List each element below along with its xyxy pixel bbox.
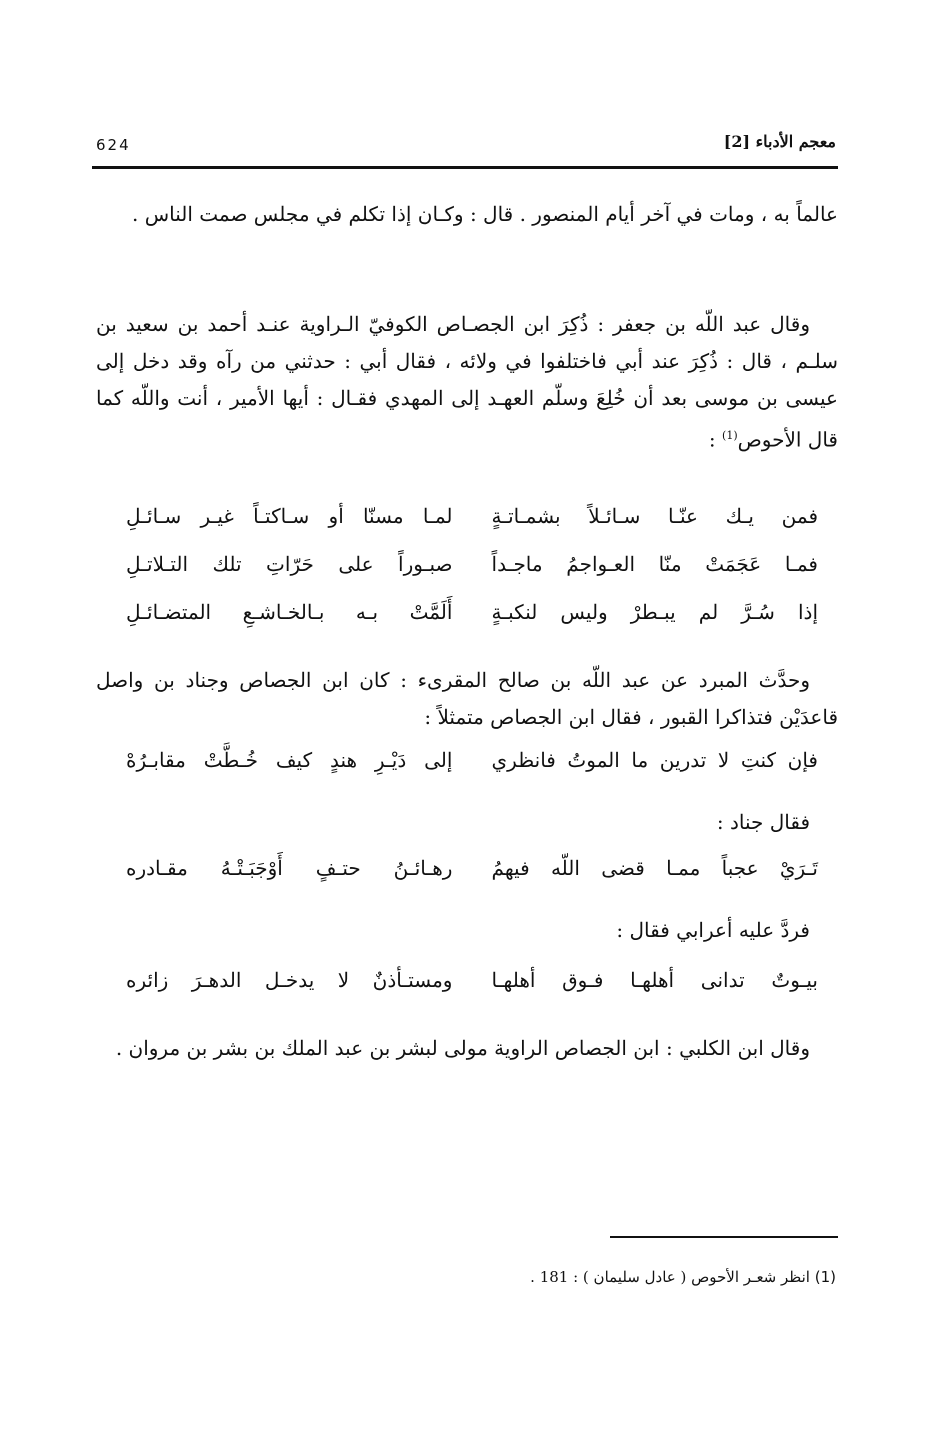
verse-second-hemistich: صبـوراً على حَرّاتِ تلك التـلاتـلِ	[126, 552, 453, 576]
verse-first-hemistich: تَـرَيْ عجباً ممـا قضى اللّه فيهمُ	[491, 856, 818, 880]
paragraph-text: فقال جناد :	[716, 810, 810, 834]
paragraph-text: وقال ابن الكلبي : ابن الجصاص الراوية مولى لبشر بن عبد الملك بن بشر بن مروان .	[115, 1036, 810, 1060]
poem-ahwas	[96, 492, 838, 636]
verse-line	[96, 540, 838, 588]
paragraph-3	[96, 662, 838, 736]
verse-jannad	[96, 844, 838, 892]
verse-second-hemistich: ومستـأذنٌ لا يدخـل الدهـرَ زائره	[126, 968, 453, 992]
paragraph-text: وحدَّث المبرد عن عبد اللّه بن صالح المقرىء : كان ابن الجصاص وجناد بن واصل قاعدَيْن فتذاكرا القبور ، فقال ابن الجصاص متمثلاً :	[96, 668, 838, 729]
verse-second-hemistich: إلى دَيْـرِ هندٍ كيف خُـطَّتْ مقابـرُهْ	[126, 748, 453, 772]
paragraph-1	[96, 196, 838, 233]
page-number: 624	[96, 136, 131, 154]
verse-line	[96, 844, 838, 892]
verse-second-hemistich: لمـا مسنّا أو سـاكتـاً غيـر سـائـلِ	[126, 504, 453, 528]
verse-first-hemistich: فمـا عَجَمَتْ منّا العـواجمُ ماجـداً	[491, 552, 818, 576]
verse-first-hemistich: بيـوتٌ تدانى أهلهـا فـوق أهلهـا	[491, 968, 818, 992]
verse-first-hemistich: فمن يـك عنّـا سـائـلاً بشمـاتـةٍ	[491, 504, 818, 528]
footnote-marker: (1)	[722, 429, 738, 442]
footnote-rule	[610, 1236, 838, 1238]
paragraph-5	[96, 912, 838, 949]
verse-first-hemistich: إذا سُـرَّ لم يبـطرْ وليس لنكبـةٍ	[491, 600, 818, 624]
verse-line	[96, 588, 838, 636]
paragraph-tail: :	[708, 427, 723, 452]
verse-line	[96, 492, 838, 540]
verse-second-hemistich: أَلَمَّتْ بـه بـالخـاشـعِ المتضـائـلِ	[126, 600, 453, 624]
verse-jassas	[96, 736, 838, 784]
header-rule	[92, 166, 838, 169]
paragraph-text: وقال عبد اللّه بن جعفر : ذُكِرَ ابن الجصـاص الكوفيّ الـراوية عنـد أحمد بن سعيد بن سلـم ، قال : ذُكِرَ عند أبي فاختلفوا في ولائه ، فقال أبي : حدثني من رآه وقد دخل إلى عيسى بن موسى بعد أن خُلِعَ وسلّم العهـد إلى المهدي فقـال : أيها الأمير ، أنت واللّه كما قال الأحوص	[96, 312, 838, 452]
verse-first-hemistich: فإن كنتِ لا تدرين ما الموتُ فانظري	[491, 748, 818, 772]
running-title: معجم الأدباء [2]	[723, 132, 836, 151]
verse-line	[96, 736, 838, 784]
verse-second-hemistich: رهـائـنُ حتـفٍ أَوْجَبَـتْـهُ مقـادره	[126, 856, 453, 880]
paragraph-2	[96, 306, 838, 459]
footnote	[530, 1268, 836, 1286]
paragraph-6	[96, 1030, 838, 1067]
paragraph-text: فردَّ عليه أعرابي فقال :	[616, 918, 810, 942]
paragraph-text: عالماً به ، ومات في آخر أيام المنصور . قال : وكـان إذا تكلم في مجلس صمت الناس .	[132, 202, 838, 226]
paragraph-4	[96, 804, 838, 841]
footnote-text: انظر شعـر الأحوص ( عادل سليمان ) : 181 .	[530, 1268, 810, 1286]
verse-line	[96, 956, 838, 1004]
footnote-number: (1)	[814, 1268, 836, 1286]
verse-arabi	[96, 956, 838, 1004]
